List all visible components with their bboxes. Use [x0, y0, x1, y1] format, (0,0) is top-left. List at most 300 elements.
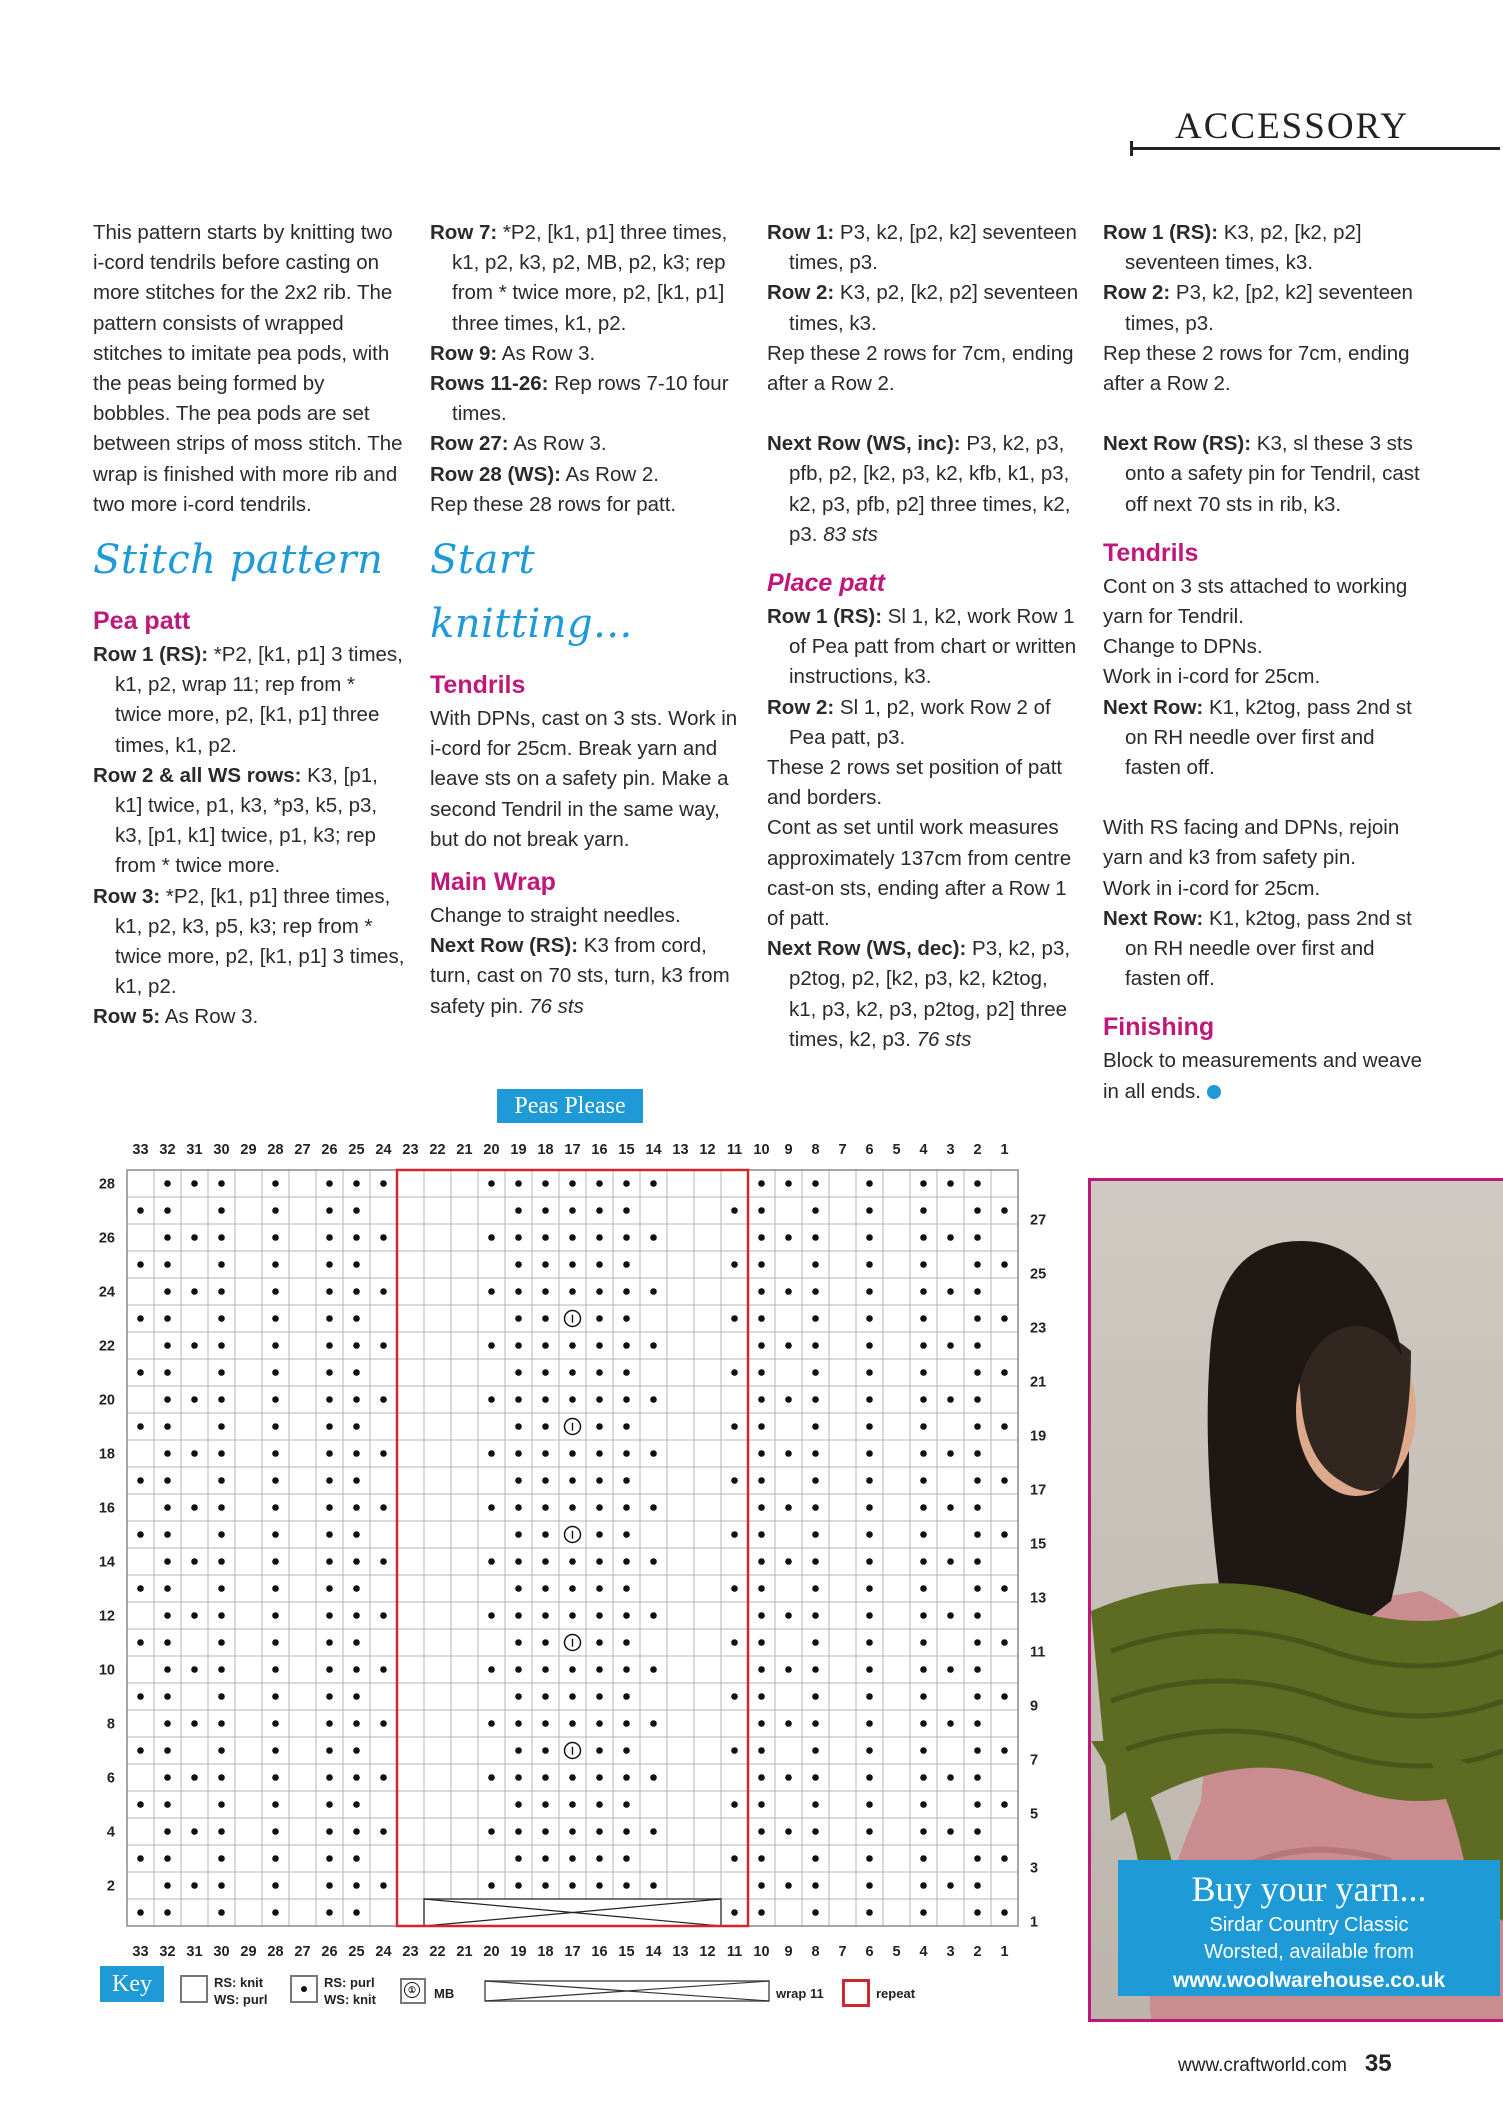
purl-dot — [488, 1450, 495, 1457]
purl-dot — [488, 1504, 495, 1511]
purl-dot — [866, 1504, 873, 1511]
row-label-right: 1 — [1030, 1914, 1039, 1931]
purl-dot — [542, 1558, 549, 1565]
purl-dot — [758, 1450, 765, 1457]
column-label: 11 — [726, 1944, 743, 1960]
purl-dot — [272, 1774, 279, 1781]
purl-dot — [920, 1774, 927, 1781]
column-label: 26 — [321, 1142, 338, 1158]
purl-dot — [650, 1342, 657, 1349]
purl-dot — [866, 1909, 873, 1916]
purl-dot — [785, 1342, 792, 1349]
purl-dot — [542, 1261, 549, 1268]
purl-dot — [758, 1558, 765, 1565]
purl-dot — [353, 1585, 360, 1592]
purl-dot — [353, 1801, 360, 1808]
purl-dot — [515, 1207, 522, 1214]
purl-dot — [137, 1909, 144, 1916]
yarn-url-link[interactable]: www.woolwarehouse.co.uk — [1172, 1969, 1446, 1992]
purl-dot — [974, 1612, 981, 1619]
purl-dot — [191, 1882, 198, 1889]
purl-dot — [866, 1774, 873, 1781]
column-label: 30 — [213, 1142, 230, 1158]
purl-dot — [974, 1450, 981, 1457]
purl-dot — [947, 1234, 954, 1241]
purl-symbol — [290, 1975, 318, 2003]
purl-dot — [731, 1855, 738, 1862]
column-label: 21 — [456, 1142, 473, 1158]
column-label: 15 — [618, 1944, 635, 1960]
purl-dot — [974, 1693, 981, 1700]
purl-dot — [164, 1558, 171, 1565]
purl-dot — [1001, 1315, 1008, 1322]
purl-dot — [812, 1504, 819, 1511]
row-text: K3, sl these 3 sts onto a safety pin for Tendril, cast off next 70 sts in rib, k3. — [1125, 432, 1420, 516]
purl-dot — [866, 1639, 873, 1646]
purl-dot — [380, 1558, 387, 1565]
purl-dot — [569, 1612, 576, 1619]
row-label: Row 2: — [1103, 281, 1171, 305]
row-label-right: 11 — [1030, 1644, 1046, 1661]
purl-dot — [866, 1315, 873, 1322]
cont-note: Cont as set until work measures approximately 137cm from centre cast-on sts, ending after a Row 1 of patt. — [767, 816, 1072, 931]
row-label-left: 20 — [98, 1392, 115, 1409]
purl-dot — [974, 1882, 981, 1889]
purl-dot — [974, 1504, 981, 1511]
column-label: 2 — [973, 1944, 982, 1960]
purl-dot — [596, 1504, 603, 1511]
purl-dot — [596, 1315, 603, 1322]
purl-dot — [623, 1477, 630, 1484]
purl-dot — [758, 1882, 765, 1889]
purl-dot — [731, 1909, 738, 1916]
purl-dot — [542, 1855, 549, 1862]
finishing-subheading: Finishing — [1103, 1013, 1215, 1042]
rib-row-2 — [767, 278, 1079, 338]
purl-dot — [380, 1828, 387, 1835]
purl-dot — [542, 1693, 549, 1700]
purl-dot — [218, 1369, 225, 1376]
purl-dot — [515, 1369, 522, 1376]
purl-dot — [272, 1693, 279, 1700]
buy-yarn-title: Buy your yarn... — [1191, 1869, 1427, 1909]
tendril-next-row-1 — [1103, 693, 1428, 784]
purl-dot — [218, 1585, 225, 1592]
purl-dot — [542, 1504, 549, 1511]
purl-dot — [164, 1585, 171, 1592]
purl-dot — [974, 1477, 981, 1484]
purl-dot — [515, 1531, 522, 1538]
purl-dot — [326, 1531, 333, 1538]
purl-dot — [623, 1342, 630, 1349]
tendril-next-row-2 — [1103, 904, 1428, 995]
purl-dot — [596, 1666, 603, 1673]
column-label: 25 — [348, 1944, 365, 1960]
purl-dot — [353, 1828, 360, 1835]
purl-dot — [326, 1558, 333, 1565]
purl-dot — [596, 1855, 603, 1862]
purl-dot — [326, 1315, 333, 1322]
purl-dot — [164, 1396, 171, 1403]
row-label-left: 24 — [98, 1284, 115, 1301]
set-note: These 2 rows set position of patt and borders. — [767, 756, 1063, 810]
purl-dot — [650, 1666, 657, 1673]
purl-dot — [785, 1396, 792, 1403]
purl-dot — [758, 1369, 765, 1376]
purl-dot — [812, 1855, 819, 1862]
row-text: P3, k2, p3, p2tog, p2, [k2, p3, k2, k2tog, k1, p3, k2, p3, p2tog, p2] three times, k2, p3. — [789, 937, 1071, 1051]
purl-dot — [947, 1396, 954, 1403]
row-text: K3, p2, [k2, p2] seventeen times, k3. — [1125, 221, 1362, 275]
purl-dot — [515, 1396, 522, 1403]
purl-dot — [218, 1423, 225, 1430]
row-label-left: 12 — [98, 1608, 115, 1625]
row-label-left: 14 — [98, 1554, 115, 1571]
row-label-left: 8 — [106, 1716, 115, 1733]
section-rule — [1130, 147, 1500, 150]
purl-dot — [569, 1693, 576, 1700]
purl-dot — [920, 1369, 927, 1376]
stitch-count: 76 sts — [529, 994, 584, 1018]
purl-dot — [812, 1774, 819, 1781]
purl-dot — [974, 1774, 981, 1781]
purl-dot — [731, 1585, 738, 1592]
purl-dot — [326, 1261, 333, 1268]
column-label: 14 — [645, 1142, 662, 1158]
purl-dot — [353, 1855, 360, 1862]
inc-row — [767, 429, 1079, 550]
purl-dot — [1001, 1585, 1008, 1592]
purl-dot — [569, 1261, 576, 1268]
purl-dot — [596, 1828, 603, 1835]
purl-dot — [812, 1207, 819, 1214]
purl-dot — [272, 1720, 279, 1727]
purl-dot — [542, 1288, 549, 1295]
purl-dot — [569, 1396, 576, 1403]
purl-dot — [164, 1801, 171, 1808]
purl-dot — [1001, 1909, 1008, 1916]
purl-dot — [758, 1342, 765, 1349]
purl-dot — [920, 1693, 927, 1700]
purl-dot — [596, 1423, 603, 1430]
row-text: As Row 3. — [164, 1005, 259, 1029]
purl-dot — [947, 1882, 954, 1889]
end-rib-row-1 — [1103, 218, 1428, 278]
purl-dot — [164, 1369, 171, 1376]
column-label: 2 — [973, 1142, 982, 1158]
purl-dot — [596, 1882, 603, 1889]
purl-dot — [812, 1639, 819, 1646]
tendril-text-3: Work in i-cord for 25cm. — [1103, 665, 1321, 689]
purl-dot — [812, 1315, 819, 1322]
column-label: 30 — [213, 1944, 230, 1960]
repeat-symbol — [842, 1979, 870, 2007]
purl-dot — [380, 1288, 387, 1295]
column-label: 32 — [159, 1944, 176, 1960]
purl-dot — [947, 1450, 954, 1457]
column-label: 12 — [699, 1142, 716, 1158]
pea-row-9 — [430, 339, 740, 369]
tendril-text-1: Cont on 3 sts attached to working yarn for Tendril. — [1103, 574, 1408, 629]
purl-dot — [488, 1396, 495, 1403]
purl-dot — [272, 1666, 279, 1673]
knit-symbol — [180, 1975, 208, 2003]
purl-dot — [758, 1423, 765, 1430]
purl-dot — [920, 1342, 927, 1349]
purl-dot — [218, 1828, 225, 1835]
purl-dot — [326, 1855, 333, 1862]
row-label-right: 27 — [1030, 1212, 1047, 1229]
purl-dot — [1001, 1855, 1008, 1862]
purl-dot — [623, 1585, 630, 1592]
purl-dot — [812, 1450, 819, 1457]
column-label: 5 — [892, 1142, 901, 1158]
purl-dot — [758, 1612, 765, 1619]
purl-dot — [596, 1747, 603, 1754]
column-label: 4 — [919, 1142, 928, 1158]
purl-dot — [488, 1882, 495, 1889]
purl-dot — [623, 1801, 630, 1808]
column-label: 14 — [645, 1944, 662, 1960]
column-label: 3 — [946, 1142, 955, 1158]
purl-dot — [218, 1207, 225, 1214]
purl-dot — [380, 1234, 387, 1241]
purl-dot — [515, 1558, 522, 1565]
purl-dot — [515, 1315, 522, 1322]
main-wrap-subheading: Main Wrap — [430, 868, 556, 897]
purl-dot — [380, 1342, 387, 1349]
purl-dot — [515, 1261, 522, 1268]
purl-dot — [326, 1342, 333, 1349]
purl-dot — [758, 1666, 765, 1673]
purl-dot — [272, 1261, 279, 1268]
pea-patt-subheading: Pea patt — [93, 607, 191, 636]
column-label: 9 — [784, 1142, 793, 1158]
purl-dot — [542, 1423, 549, 1430]
purl-dot — [650, 1720, 657, 1727]
purl-dot — [272, 1234, 279, 1241]
row-label: Row 3: — [93, 884, 161, 908]
row-text: *P2, [k1, p1] three times, k1, p2, k3, p5, k3; rep from * twice more, p2, [k1, p1] 3 times, k1, p2. — [115, 884, 405, 999]
column-label: 25 — [348, 1142, 365, 1158]
purl-dot — [866, 1531, 873, 1538]
purl-dot — [515, 1234, 522, 1241]
purl-dot — [326, 1639, 333, 1646]
purl-dot — [326, 1747, 333, 1754]
purl-dot — [596, 1450, 603, 1457]
purl-dot — [920, 1315, 927, 1322]
purl-dot — [515, 1882, 522, 1889]
purl-dot — [218, 1504, 225, 1511]
purl-dot — [569, 1477, 576, 1484]
column-label: 29 — [240, 1944, 257, 1960]
row-label: Row 5: — [93, 1005, 161, 1029]
purl-dot — [326, 1693, 333, 1700]
purl-dot — [866, 1747, 873, 1754]
purl-dot — [164, 1504, 171, 1511]
purl-dot — [623, 1315, 630, 1322]
pea-row-5 — [93, 1002, 405, 1032]
purl-dot — [137, 1531, 144, 1538]
purl-dot — [596, 1261, 603, 1268]
purl-dot — [866, 1693, 873, 1700]
row-label-left: 28 — [98, 1176, 115, 1193]
row-label-right: 5 — [1030, 1806, 1039, 1823]
purl-dot — [353, 1882, 360, 1889]
purl-dot — [569, 1234, 576, 1241]
purl-dot — [326, 1504, 333, 1511]
purl-dot — [569, 1288, 576, 1295]
purl-dot — [866, 1288, 873, 1295]
key-label: Key — [100, 1966, 164, 2002]
purl-dot — [596, 1234, 603, 1241]
purl-dot — [785, 1720, 792, 1727]
purl-dot — [164, 1666, 171, 1673]
purl-dot — [515, 1288, 522, 1295]
purl-dot — [623, 1612, 630, 1619]
purl-dot — [380, 1396, 387, 1403]
column-label: 20 — [483, 1944, 500, 1960]
purl-dot — [542, 1369, 549, 1376]
purl-dot — [812, 1909, 819, 1916]
purl-dot — [758, 1747, 765, 1754]
row-label-right: 21 — [1030, 1374, 1047, 1391]
purl-dot — [542, 1585, 549, 1592]
purl-dot — [542, 1477, 549, 1484]
purl-dot — [218, 1612, 225, 1619]
column-label: 10 — [753, 1944, 770, 1960]
row-label-right: 7 — [1030, 1752, 1039, 1769]
purl-dot — [569, 1180, 576, 1187]
bobble-icon: ① — [404, 1982, 420, 1998]
purl-dot — [623, 1558, 630, 1565]
purl-dot — [623, 1720, 630, 1727]
rib-repeat: Rep these 2 rows for 7cm, ending after a Row 2. — [767, 341, 1074, 396]
footer-site-link[interactable]: www.craftworld.com — [1178, 2055, 1347, 2076]
purl-dot — [164, 1639, 171, 1646]
purl-dot — [218, 1396, 225, 1403]
stitch-pattern-heading: Stitch pattern — [93, 537, 384, 584]
main-wrap-text: Change to straight needles. — [430, 904, 681, 928]
purl-dot — [218, 1909, 225, 1916]
purl-dot — [974, 1909, 981, 1916]
purl-dot — [380, 1774, 387, 1781]
purl-dot — [758, 1531, 765, 1538]
row-label-left: 10 — [98, 1662, 115, 1679]
purl-dot — [947, 1774, 954, 1781]
column-label: 3 — [946, 1944, 955, 1960]
row-label-left: 6 — [106, 1770, 115, 1787]
purl-dot — [866, 1882, 873, 1889]
column-label: 27 — [294, 1142, 311, 1158]
purl-dot — [623, 1666, 630, 1673]
purl-dot — [326, 1666, 333, 1673]
purl-dot — [515, 1504, 522, 1511]
purl-dot — [380, 1450, 387, 1457]
purl-dot — [191, 1396, 198, 1403]
purl-dot — [218, 1477, 225, 1484]
purl-dot — [515, 1423, 522, 1430]
purl-dot — [542, 1531, 549, 1538]
purl-dot — [596, 1612, 603, 1619]
rib-row-1 — [767, 218, 1079, 278]
purl-key-text: RS: purl WS: knit — [324, 1975, 376, 2007]
purl-dot — [785, 1882, 792, 1889]
row-label: Row 2: — [767, 281, 835, 305]
purl-dot — [650, 1504, 657, 1511]
row-label-left: 16 — [98, 1500, 115, 1517]
finishing-text: Block to measurements and weave in all ends. — [1103, 1049, 1423, 1103]
purl-dot — [731, 1369, 738, 1376]
column-label: 26 — [321, 1944, 338, 1960]
row-label: Next Row (RS): — [430, 934, 579, 958]
purl-dot — [947, 1558, 954, 1565]
purl-dot — [218, 1639, 225, 1646]
purl-dot — [1001, 1531, 1008, 1538]
column-label: 24 — [375, 1944, 392, 1960]
purl-dot — [623, 1828, 630, 1835]
purl-dot — [326, 1882, 333, 1889]
purl-dot — [758, 1396, 765, 1403]
purl-dot — [272, 1855, 279, 1862]
purl-dot — [488, 1720, 495, 1727]
purl-dot — [515, 1180, 522, 1187]
purl-dot — [569, 1558, 576, 1565]
column-label: 7 — [838, 1944, 847, 1960]
purl-dot — [623, 1747, 630, 1754]
purl-dot — [812, 1882, 819, 1889]
purl-dot — [785, 1612, 792, 1619]
purl-dot — [623, 1639, 630, 1646]
purl-dot — [218, 1666, 225, 1673]
purl-dot — [569, 1504, 576, 1511]
purl-dot — [785, 1774, 792, 1781]
purl-dot — [353, 1612, 360, 1619]
purl-dot — [272, 1396, 279, 1403]
row-text: K3, [p1, k1] twice, p1, k3, *p3, k5, p3, k3, [p1, k1] twice, p1, k3; rep from * twice more. — [115, 763, 378, 878]
purl-dot — [137, 1261, 144, 1268]
purl-dot — [920, 1909, 927, 1916]
column-label: 6 — [865, 1142, 874, 1158]
purl-dot — [380, 1720, 387, 1727]
column-label: 18 — [537, 1944, 554, 1960]
purl-dot — [272, 1288, 279, 1295]
column-label: 5 — [892, 1944, 901, 1960]
purl-dot — [380, 1612, 387, 1619]
purl-dot — [623, 1234, 630, 1241]
purl-dot — [569, 1801, 576, 1808]
purl-dot — [731, 1477, 738, 1484]
purl-dot — [218, 1558, 225, 1565]
purl-dot-icon — [301, 1986, 307, 1992]
purl-dot — [353, 1342, 360, 1349]
mb-key-text: MB — [434, 1986, 455, 2001]
column-label: 8 — [811, 1944, 820, 1960]
purl-dot — [974, 1342, 981, 1349]
purl-dot — [650, 1396, 657, 1403]
purl-dot — [488, 1774, 495, 1781]
purl-dot — [488, 1234, 495, 1241]
purl-dot — [812, 1828, 819, 1835]
purl-dot — [272, 1477, 279, 1484]
purl-dot — [596, 1531, 603, 1538]
purl-dot — [326, 1909, 333, 1916]
purl-dot — [515, 1774, 522, 1781]
purl-dot — [488, 1828, 495, 1835]
purl-dot — [542, 1234, 549, 1241]
purl-dot — [164, 1693, 171, 1700]
row-text: P3, k2, p3, pfb, p2, [k2, p3, k2, kfb, k1, p3, k2, p3, pfb, p2] three times, k2, p3. — [789, 432, 1071, 546]
